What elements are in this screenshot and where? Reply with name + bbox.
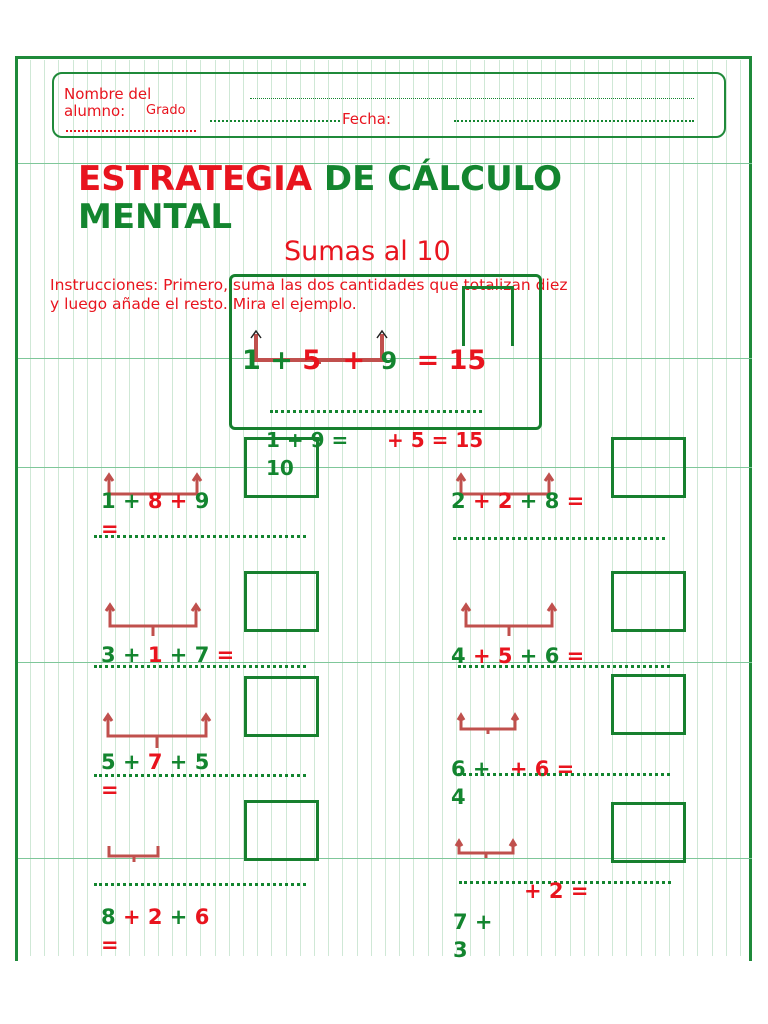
date-line-right[interactable] bbox=[454, 120, 694, 122]
name-line[interactable] bbox=[250, 98, 694, 99]
date-line-left[interactable] bbox=[210, 120, 340, 122]
exercise-5-a: 5 bbox=[101, 750, 116, 774]
example-expression bbox=[242, 345, 486, 377]
name-label: Nombre del alumno: bbox=[64, 85, 152, 120]
example-plus-1: + bbox=[270, 345, 293, 376]
instructions-line-1: Instrucciones: Primero, suma las dos cantidades que totalizan diez bbox=[50, 276, 568, 294]
exercise-arc bbox=[460, 602, 558, 638]
exercise-7-a: 8 bbox=[101, 905, 116, 929]
example-step1: 1 + 9 = bbox=[266, 428, 349, 452]
example-plus-2: + bbox=[342, 345, 366, 376]
answer-line[interactable] bbox=[458, 665, 670, 668]
answer-line[interactable] bbox=[453, 537, 665, 540]
answer-line[interactable] bbox=[94, 535, 306, 538]
exercise-8-b: + 2 = bbox=[524, 879, 589, 903]
exercise-arc bbox=[454, 838, 518, 860]
answer-box[interactable] bbox=[244, 800, 319, 861]
exercise-4: 4 + 5 + 6 = bbox=[451, 644, 585, 668]
exercise-arc bbox=[102, 712, 212, 750]
exercise-8-a: 7 + bbox=[453, 910, 493, 934]
exercise-1-c: 9 bbox=[194, 489, 210, 513]
exercise-7-eq: = bbox=[101, 933, 119, 957]
exercise-3: 3 + 1 + 7 = bbox=[101, 643, 235, 667]
notebook-vertical-line bbox=[726, 60, 727, 956]
date-label: Fecha: bbox=[342, 110, 392, 128]
exercise-7-b: 2 bbox=[147, 905, 163, 929]
exercise-arc bbox=[105, 842, 163, 864]
exercise-2-b: 2 bbox=[497, 489, 513, 513]
exercise-6 bbox=[451, 755, 574, 811]
exercise-3-a: 3 bbox=[101, 643, 116, 667]
title-green-2: MENTAL bbox=[78, 197, 233, 237]
exercise-4-a: 4 bbox=[451, 644, 466, 668]
example-result: = 15 bbox=[416, 345, 487, 376]
example-step1-result: 10 bbox=[266, 456, 294, 480]
title-red: ESTRATEGIA bbox=[78, 159, 313, 199]
answer-box[interactable] bbox=[611, 674, 686, 735]
answer-box[interactable] bbox=[244, 571, 319, 632]
exercise-2-a: 2 bbox=[451, 489, 466, 513]
answer-box[interactable] bbox=[611, 571, 686, 632]
exercise-1-eq: = bbox=[101, 517, 119, 541]
exercise-1: 1 + 8 + 9 = bbox=[101, 489, 210, 541]
exercise-8 bbox=[453, 908, 513, 964]
exercise-3-b: 1 bbox=[147, 643, 163, 667]
exercise-6-c: 4 bbox=[451, 785, 466, 809]
grade-dots[interactable] bbox=[66, 130, 196, 132]
answer-line[interactable] bbox=[94, 665, 306, 668]
example-n1: 1 bbox=[242, 345, 261, 376]
exercise-5: 5 + 7 + 5 = bbox=[101, 750, 210, 802]
instructions-line-2: y luego añade el resto. Mira el ejemplo. bbox=[50, 295, 357, 313]
grade-label: Grado bbox=[146, 103, 186, 118]
answer-line[interactable] bbox=[458, 773, 670, 776]
exercise-1-b: 8 bbox=[147, 489, 163, 513]
exercise-7: 8 + 2 + 6 = bbox=[101, 905, 210, 957]
exercise-3-eq: = bbox=[216, 643, 235, 667]
exercise-5-c: 5 bbox=[194, 750, 210, 774]
exercise-2: 2 + 2 + 8 = bbox=[451, 489, 585, 513]
notebook-vertical-line bbox=[598, 60, 599, 956]
example-n3: 9 bbox=[380, 347, 398, 375]
exercise-7-c: 6 bbox=[194, 905, 210, 929]
exercise-5-eq: = bbox=[101, 778, 119, 802]
exercise-arc bbox=[104, 602, 202, 638]
notebook-vertical-line bbox=[44, 60, 45, 956]
exercise-4-eq: = bbox=[566, 644, 585, 668]
notebook-vertical-line bbox=[30, 60, 31, 956]
exercise-2-c: 8 bbox=[544, 489, 560, 513]
example-answer-bracket bbox=[462, 286, 514, 346]
exercise-3-c: 7 bbox=[194, 643, 210, 667]
exercise-4-b: 5 bbox=[497, 644, 513, 668]
exercise-8-c: 3 bbox=[453, 938, 468, 962]
exercise-5-b: 7 bbox=[147, 750, 163, 774]
page-title bbox=[78, 160, 562, 236]
subtitle: Sumas al 10 bbox=[284, 236, 451, 267]
exercise-2-eq: = bbox=[566, 489, 585, 513]
title-green: DE CÁLCULO bbox=[323, 159, 563, 199]
exercise-6-b: + 6 = bbox=[509, 757, 575, 781]
notebook-vertical-line bbox=[740, 60, 741, 956]
answer-box[interactable] bbox=[611, 437, 686, 498]
exercise-4-c: 6 bbox=[544, 644, 560, 668]
notebook-vertical-line bbox=[58, 60, 59, 956]
notebook-vertical-line bbox=[697, 60, 698, 956]
example-dots bbox=[270, 410, 482, 413]
answer-box[interactable] bbox=[611, 802, 686, 863]
example-n2: 5 bbox=[302, 345, 322, 376]
notebook-vertical-line bbox=[712, 60, 713, 956]
exercise-6-a: 6 + bbox=[451, 757, 491, 781]
notebook-vertical-line bbox=[73, 60, 74, 956]
example-step2: + 5 = 15 bbox=[387, 428, 484, 452]
answer-line[interactable] bbox=[94, 883, 306, 886]
exercise-arc bbox=[456, 712, 520, 736]
exercise-1-a: 1 bbox=[101, 489, 116, 513]
answer-line[interactable] bbox=[94, 774, 306, 777]
answer-box[interactable] bbox=[244, 676, 319, 737]
